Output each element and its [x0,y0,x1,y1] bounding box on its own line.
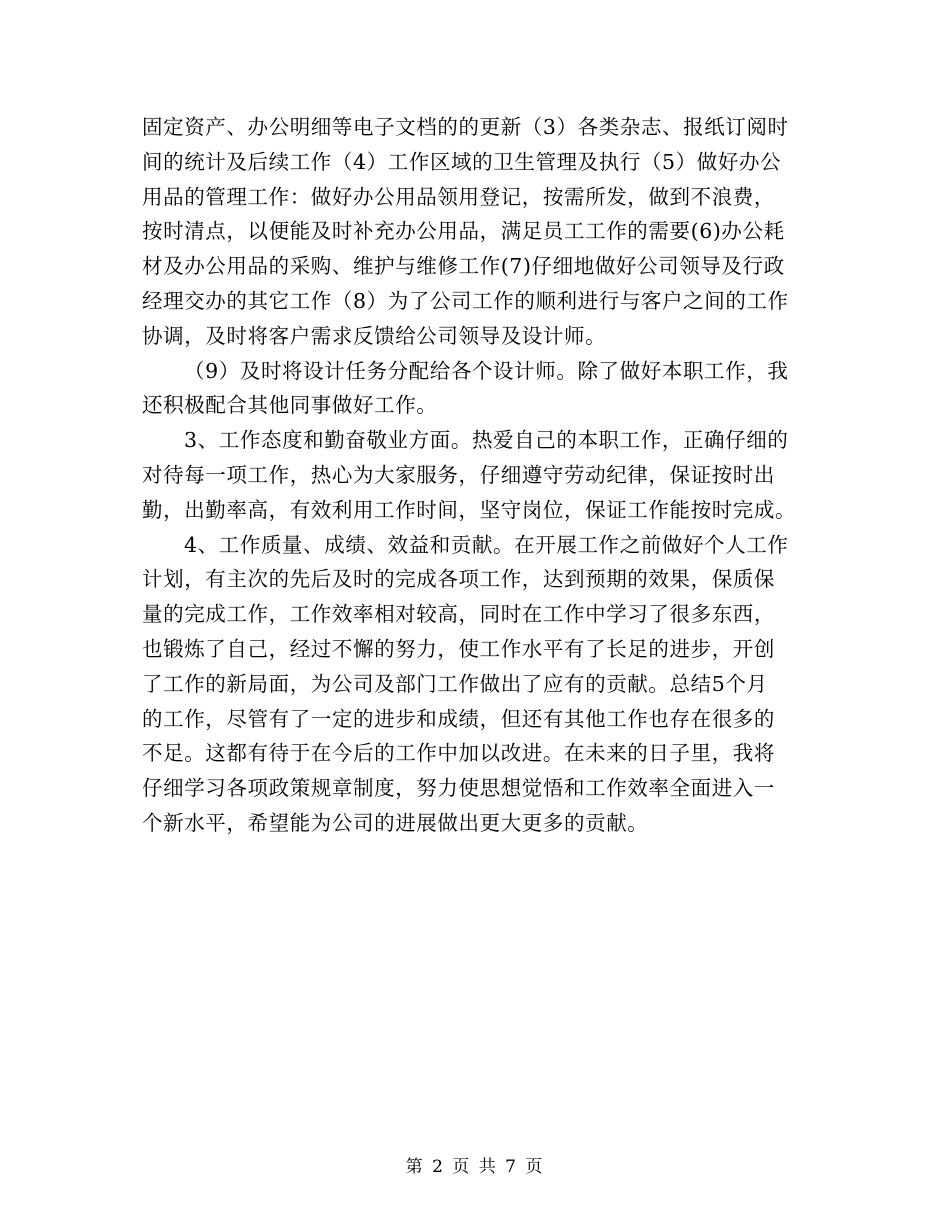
document-body [142,110,810,841]
text-line: 按时清点，以便能及时补充办公用品，满足员工工作的需要(6)办公耗 [142,219,785,244]
text-line: 的工作，尽管有了一定的进步和成绩，但还有其他工作也存在很多的 [142,706,775,731]
text-line: 不足。这都有待于在今后的工作中加以改进。在未来的日子里，我将 [142,741,775,766]
text-line: 也锻炼了自己，经过不懈的努力，使工作水平有了长足的进步，开创 [142,636,775,661]
text-line: 协调，及时将客户需求反馈给公司领导及设计师。 [142,323,607,348]
paragraph-start-line: 3、工作态度和勤奋敬业方面。热爱自己的本职工作，正确仔细的 [184,428,789,453]
text-line: 还积极配合其他同事做好工作。 [142,393,438,418]
text-line: 间的统计及后续工作（4）工作区域的卫生管理及执行（5）做好办公 [142,149,782,174]
text-line: 用品的管理工作：做好办公用品领用登记，按需所发，做到不浪费， [142,184,775,209]
text-line: 量的完成工作，工作效率相对较高，同时在工作中学习了很多东西， [142,602,775,627]
text-line: 计划，有主次的先后及时的完成各项工作，达到预期的效果，保质保 [142,567,775,592]
text-line: 材及办公用品的采购、维护与维修工作(7)仔细地做好公司领导及行政 [142,254,785,279]
text-line: 对待每一项工作，热心为大家服务，仔细遵守劳动纪律，保证按时出 [142,462,775,487]
paragraph-start-line: （9）及时将设计任务分配给各个设计师。除了做好本职工作，我 [184,358,789,383]
text-line: 勤，出勤率高，有效利用工作时间，坚守岗位，保证工作能按时完成。 [142,497,797,522]
text-line: 固定资产、办公明细等电子文档的的更新（3）各类杂志、报纸订阅时 [142,115,789,139]
text-line: 个新水平，希望能为公司的进展做出更大更多的贡献。 [142,810,649,835]
text-line: 仔细学习各项政策规章制度，努力使思想觉悟和工作效率全面进入一 [142,776,775,801]
page-number-footer: 第 2 页 共 7 页 [405,1157,545,1177]
text-line: 经理交办的其它工作（8）为了公司工作的顺利进行与客户之间的工作 [142,288,789,313]
text-line: 了工作的新局面，为公司及部门工作做出了应有的贡献。总结5个月 [142,671,768,696]
paragraph-start-line: 4、工作质量、成绩、效益和贡献。在开展工作之前做好个人工作 [184,532,789,557]
